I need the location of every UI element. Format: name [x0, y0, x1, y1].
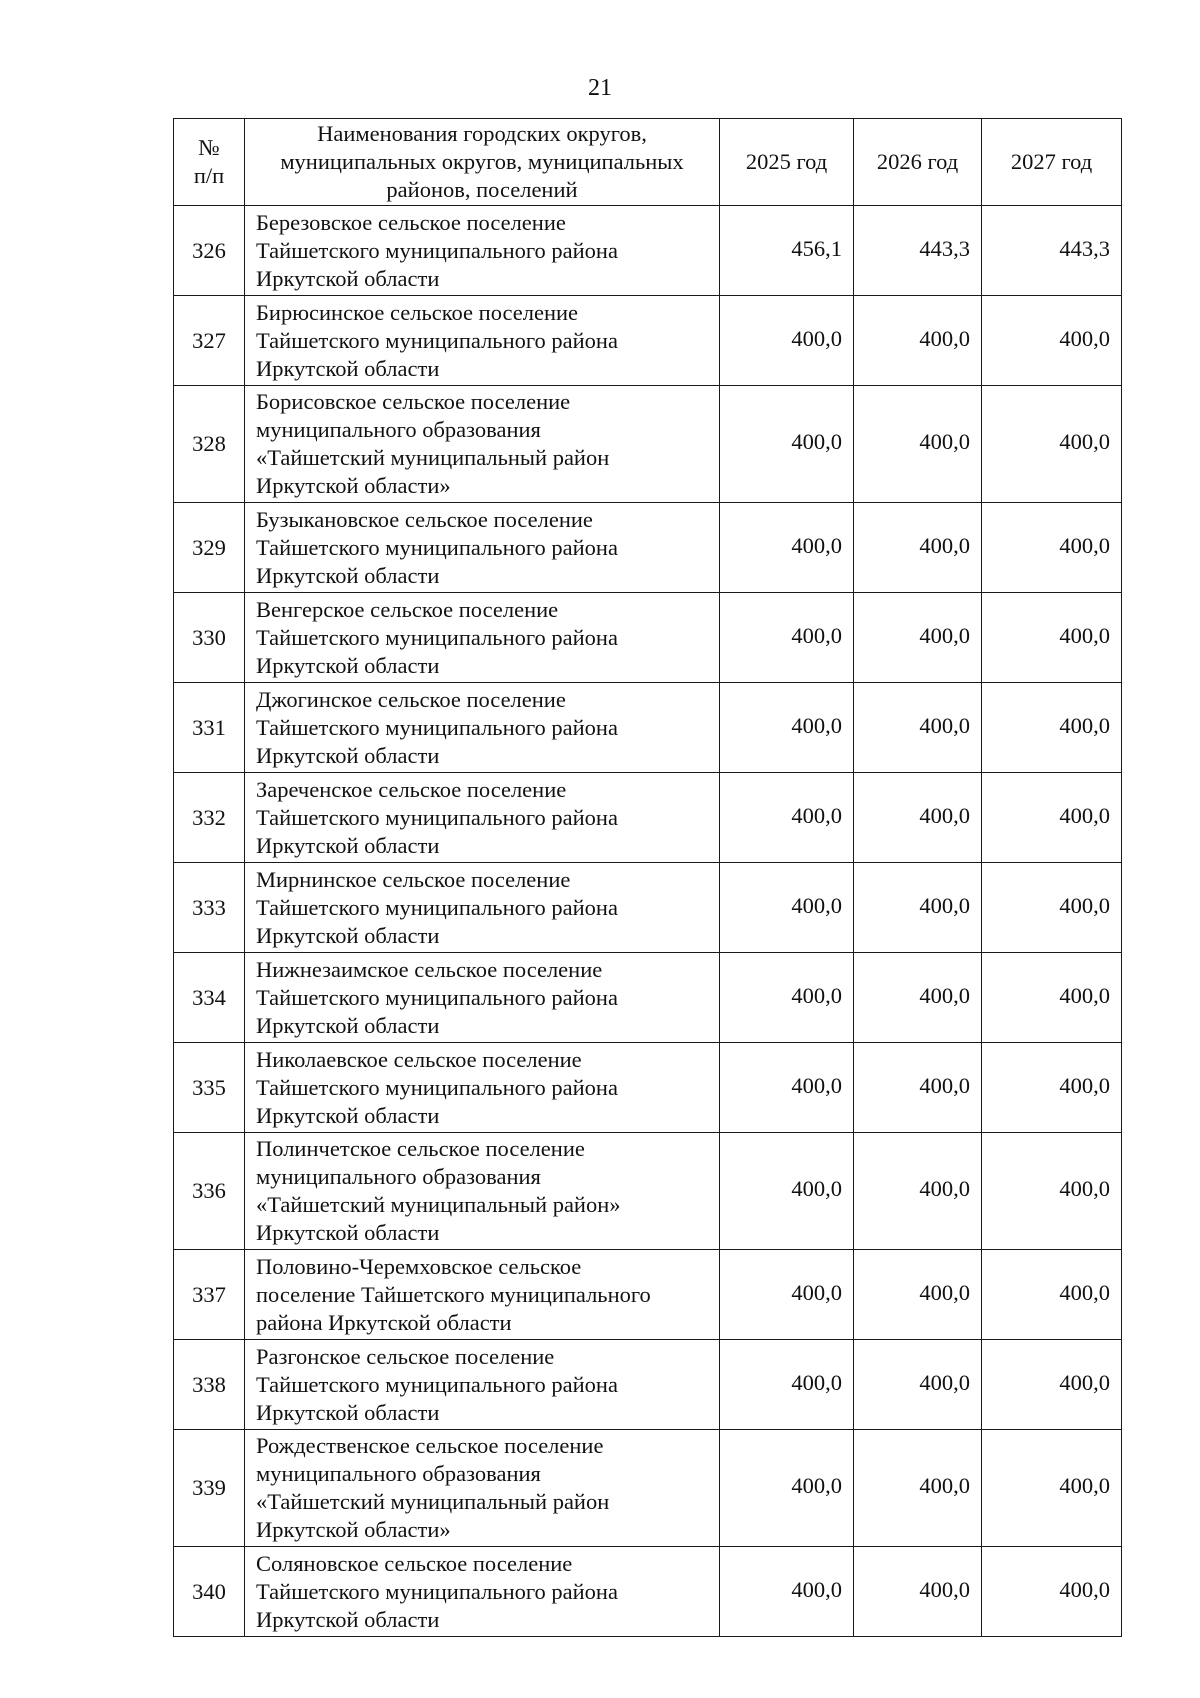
- row-name-line: Соляновское сельское поселение: [256, 1550, 573, 1576]
- value-2025: 400,0: [720, 593, 854, 683]
- value-2027: 400,0: [982, 1133, 1122, 1250]
- value-2027: 400,0: [982, 386, 1122, 503]
- value-2026: 400,0: [854, 1043, 982, 1133]
- table-row: [174, 296, 1122, 386]
- value-2027: 400,0: [982, 773, 1122, 863]
- header-number-line: №: [198, 135, 220, 160]
- value-2026: 400,0: [854, 683, 982, 773]
- row-name-line: Иркутской области: [256, 1606, 440, 1632]
- row-name-line: Иркутской области: [256, 1012, 440, 1038]
- row-name: [245, 773, 720, 863]
- header-2025: 2025 год: [720, 119, 854, 206]
- table-row: [174, 206, 1122, 296]
- row-name-line: Бирюсинское сельское поселение: [256, 299, 579, 325]
- row-name-line: Тайшетского муниципального района: [256, 1371, 618, 1397]
- row-number: 332: [174, 773, 245, 863]
- value-2025: 400,0: [720, 1133, 854, 1250]
- row-number: 327: [174, 296, 245, 386]
- row-name-line: Иркутской области: [256, 1399, 440, 1425]
- value-2025: 400,0: [720, 503, 854, 593]
- value-2025: 400,0: [720, 1430, 854, 1547]
- header-name-line: районов, поселений: [386, 177, 578, 202]
- row-name-line: Тайшетского муниципального района: [256, 534, 618, 560]
- row-name-line: Борисовское сельское поселение: [256, 389, 571, 414]
- value-2027: 400,0: [982, 683, 1122, 773]
- table-row: [174, 1250, 1122, 1340]
- value-2026: 400,0: [854, 386, 982, 503]
- value-2027: 400,0: [982, 503, 1122, 593]
- row-number: 338: [174, 1340, 245, 1430]
- row-name-line: Джогинское сельское поселение: [256, 686, 566, 712]
- row-name-line: Бузыкановское сельское поселение: [256, 506, 593, 532]
- header-number-line: п/п: [193, 163, 225, 188]
- row-number: 328: [174, 386, 245, 503]
- row-number: 330: [174, 593, 245, 683]
- table-row: [174, 1547, 1122, 1637]
- row-name-line: Иркутской области: [256, 265, 440, 291]
- row-number: 329: [174, 503, 245, 593]
- value-2027: 400,0: [982, 296, 1122, 386]
- header-row: [174, 119, 1122, 206]
- row-name-line: Полинчетское сельское поселение: [256, 1136, 585, 1161]
- value-2025: 400,0: [720, 1043, 854, 1133]
- value-2027: 400,0: [982, 1547, 1122, 1637]
- row-name-line: Тайшетского муниципального района: [256, 1074, 618, 1100]
- row-name-line: района Иркутской области: [256, 1309, 512, 1335]
- table-row: [174, 773, 1122, 863]
- row-name-line: Рождественское сельское поселение: [256, 1433, 604, 1458]
- row-name-line: Николаевское сельское поселение: [256, 1046, 582, 1072]
- value-2026: 400,0: [854, 1133, 982, 1250]
- row-name-line: Иркутской области»: [256, 473, 451, 498]
- row-name: [245, 683, 720, 773]
- table-header: [174, 119, 1122, 206]
- header-name-line: муниципальных округов, муниципальных: [280, 149, 684, 174]
- table-row: [174, 1430, 1122, 1547]
- row-name-line: Тайшетского муниципального района: [256, 327, 618, 353]
- row-name-line: Тайшетского муниципального района: [256, 714, 618, 740]
- value-2027: 400,0: [982, 1250, 1122, 1340]
- row-name-line: Иркутской области: [256, 1220, 440, 1245]
- row-name: [245, 953, 720, 1043]
- header-2027: 2027 год: [982, 119, 1122, 206]
- table-row: [174, 953, 1122, 1043]
- row-name-line: Венгерское сельское поселение: [256, 596, 559, 622]
- row-name: [245, 386, 720, 503]
- row-name-line: Тайшетского муниципального района: [256, 1578, 618, 1604]
- row-name-line: Мирнинское сельское поселение: [256, 866, 571, 892]
- row-name-line: Тайшетского муниципального района: [256, 237, 618, 263]
- value-2027: 443,3: [982, 206, 1122, 296]
- table-row: [174, 503, 1122, 593]
- header-name-line: Наименования городских округов,: [317, 121, 647, 146]
- row-name: [245, 296, 720, 386]
- row-name-line: Тайшетского муниципального района: [256, 894, 618, 920]
- value-2027: 400,0: [982, 1043, 1122, 1133]
- row-number: 331: [174, 683, 245, 773]
- row-name: [245, 1043, 720, 1133]
- value-2027: 400,0: [982, 1430, 1122, 1547]
- row-number: 340: [174, 1547, 245, 1637]
- value-2027: 400,0: [982, 953, 1122, 1043]
- row-name-line: Зареченское сельское поселение: [256, 776, 567, 802]
- value-2027: 400,0: [982, 593, 1122, 683]
- row-name-line: муниципального образования: [256, 1164, 541, 1189]
- row-name-line: поселение Тайшетского муниципального: [256, 1281, 651, 1307]
- row-name: [245, 503, 720, 593]
- row-number: 336: [174, 1133, 245, 1250]
- value-2025: 400,0: [720, 1547, 854, 1637]
- page-number: 21: [588, 75, 612, 101]
- row-name-line: Нижнезаимское сельское поселение: [256, 956, 603, 982]
- header-number: [174, 119, 245, 206]
- row-number: 334: [174, 953, 245, 1043]
- value-2026: 400,0: [854, 503, 982, 593]
- value-2025: 400,0: [720, 773, 854, 863]
- row-name-line: Иркутской области: [256, 832, 440, 858]
- row-name-line: Разгонское сельское поселение: [256, 1343, 555, 1369]
- value-2026: 400,0: [854, 1547, 982, 1637]
- row-number: 335: [174, 1043, 245, 1133]
- table-row: [174, 386, 1122, 503]
- row-name-line: Иркутской области: [256, 742, 440, 768]
- table-row: [174, 863, 1122, 953]
- value-2026: 400,0: [854, 1430, 982, 1547]
- table-row: [174, 593, 1122, 683]
- row-name: [245, 593, 720, 683]
- row-name-line: «Тайшетский муниципальный район: [256, 445, 610, 470]
- row-number: 326: [174, 206, 245, 296]
- value-2026: 400,0: [854, 593, 982, 683]
- value-2026: 400,0: [854, 863, 982, 953]
- table-row: [174, 683, 1122, 773]
- row-number: 337: [174, 1250, 245, 1340]
- header-2026: 2026 год: [854, 119, 982, 206]
- row-name-line: Иркутской области»: [256, 1517, 451, 1542]
- row-name-line: Иркутской области: [256, 652, 440, 678]
- row-name-line: Тайшетского муниципального района: [256, 804, 618, 830]
- row-name-line: Иркутской области: [256, 1102, 440, 1128]
- value-2025: 400,0: [720, 953, 854, 1043]
- row-name-line: муниципального образования: [256, 1461, 541, 1486]
- row-name: [245, 206, 720, 296]
- row-name-line: Половино-Черемховское сельское: [256, 1253, 582, 1279]
- value-2025: 400,0: [720, 386, 854, 503]
- row-name-line: Тайшетского муниципального района: [256, 984, 618, 1010]
- row-name: [245, 1547, 720, 1637]
- table-row: [174, 1133, 1122, 1250]
- row-name: [245, 1340, 720, 1430]
- row-name: [245, 1250, 720, 1340]
- row-number: 333: [174, 863, 245, 953]
- value-2025: 400,0: [720, 1340, 854, 1430]
- value-2025: 400,0: [720, 1250, 854, 1340]
- value-2026: 400,0: [854, 773, 982, 863]
- value-2026: 400,0: [854, 1250, 982, 1340]
- table-row: [174, 1043, 1122, 1133]
- row-name-line: Иркутской области: [256, 922, 440, 948]
- header-name: [245, 119, 720, 206]
- row-name: [245, 863, 720, 953]
- row-number: 339: [174, 1430, 245, 1547]
- row-name: [245, 1133, 720, 1250]
- table-body: [174, 206, 1122, 1637]
- row-name: [245, 1430, 720, 1547]
- row-name-line: Тайшетского муниципального района: [256, 624, 618, 650]
- value-2025: 400,0: [720, 296, 854, 386]
- table-row: [174, 1340, 1122, 1430]
- value-2027: 400,0: [982, 1340, 1122, 1430]
- budget-table: [173, 118, 1122, 1637]
- value-2026: 443,3: [854, 206, 982, 296]
- value-2025: 456,1: [720, 206, 854, 296]
- value-2025: 400,0: [720, 683, 854, 773]
- row-name-line: «Тайшетский муниципальный район»: [256, 1192, 621, 1217]
- value-2027: 400,0: [982, 863, 1122, 953]
- value-2026: 400,0: [854, 1340, 982, 1430]
- row-name-line: Иркутской области: [256, 562, 440, 588]
- row-name-line: Иркутской области: [256, 355, 440, 381]
- row-name-line: Березовское сельское поселение: [256, 209, 566, 235]
- value-2026: 400,0: [854, 296, 982, 386]
- value-2026: 400,0: [854, 953, 982, 1043]
- row-name-line: муниципального образования: [256, 417, 541, 442]
- row-name-line: «Тайшетский муниципальный район: [256, 1489, 610, 1514]
- value-2025: 400,0: [720, 863, 854, 953]
